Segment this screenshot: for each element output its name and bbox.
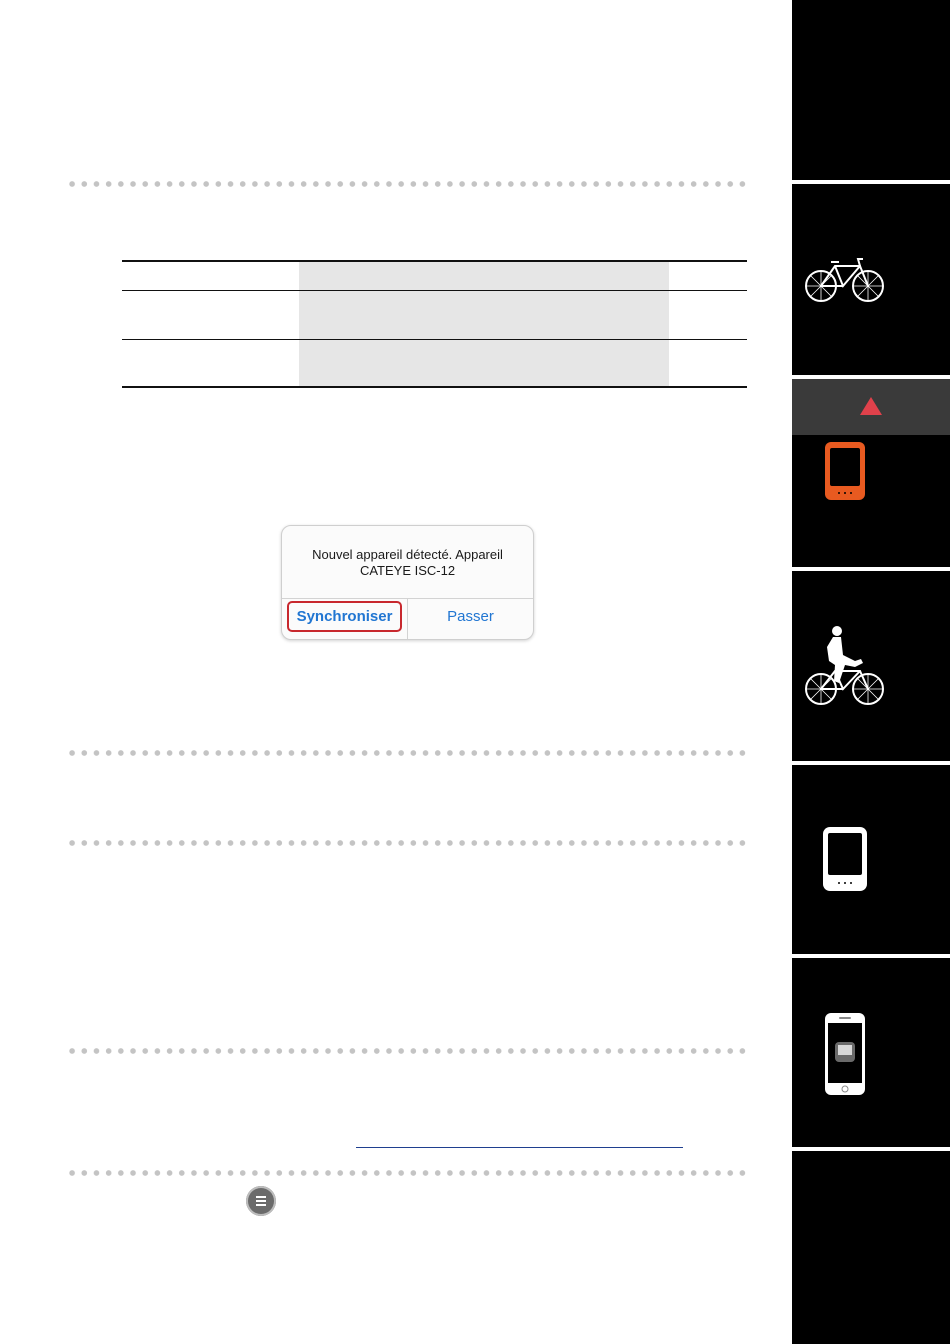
- cycle-computer-icon: [823, 440, 867, 502]
- sidebar-item-smartphone[interactable]: [792, 958, 950, 1147]
- smartphone-icon: [824, 1012, 866, 1096]
- sidebar-item-device[interactable]: [792, 765, 950, 954]
- table-row-divider: [122, 339, 747, 340]
- menu-icon: [246, 1186, 276, 1216]
- separator: [66, 839, 750, 847]
- separator: [66, 749, 750, 757]
- sidebar: [792, 0, 950, 1344]
- sidebar-item-top[interactable]: [792, 0, 950, 180]
- dialog-message-line: CATEYE ISC-12: [359, 563, 456, 578]
- skip-button[interactable]: Passer: [447, 608, 494, 625]
- sync-button[interactable]: Synchroniser: [287, 601, 402, 632]
- table-highlight-column: [299, 261, 669, 387]
- sidebar-item-rider[interactable]: [792, 571, 950, 761]
- arrow-up-icon: [860, 397, 882, 415]
- sidebar-item-computer[interactable]: [792, 435, 950, 567]
- dialog-message: [282, 547, 533, 579]
- separator: [66, 1169, 750, 1177]
- separator: [66, 1047, 750, 1055]
- sidebar-item-bicycle[interactable]: [792, 184, 950, 375]
- table-top-rule: [122, 260, 747, 262]
- cyclist-icon: [805, 625, 885, 709]
- bicycle-icon: [805, 256, 885, 306]
- new-device-dialog: [281, 525, 534, 640]
- hyperlink[interactable]: [356, 1147, 683, 1148]
- separator: [66, 180, 750, 188]
- dialog-message-line: Nouvel appareil détecté. Appareil: [312, 547, 503, 562]
- table-bottom-rule: [122, 386, 747, 388]
- table-row-divider: [122, 290, 747, 291]
- cycle-computer-icon: [821, 825, 869, 893]
- sidebar-item-bottom[interactable]: [792, 1151, 950, 1344]
- scroll-up-button[interactable]: [792, 379, 950, 435]
